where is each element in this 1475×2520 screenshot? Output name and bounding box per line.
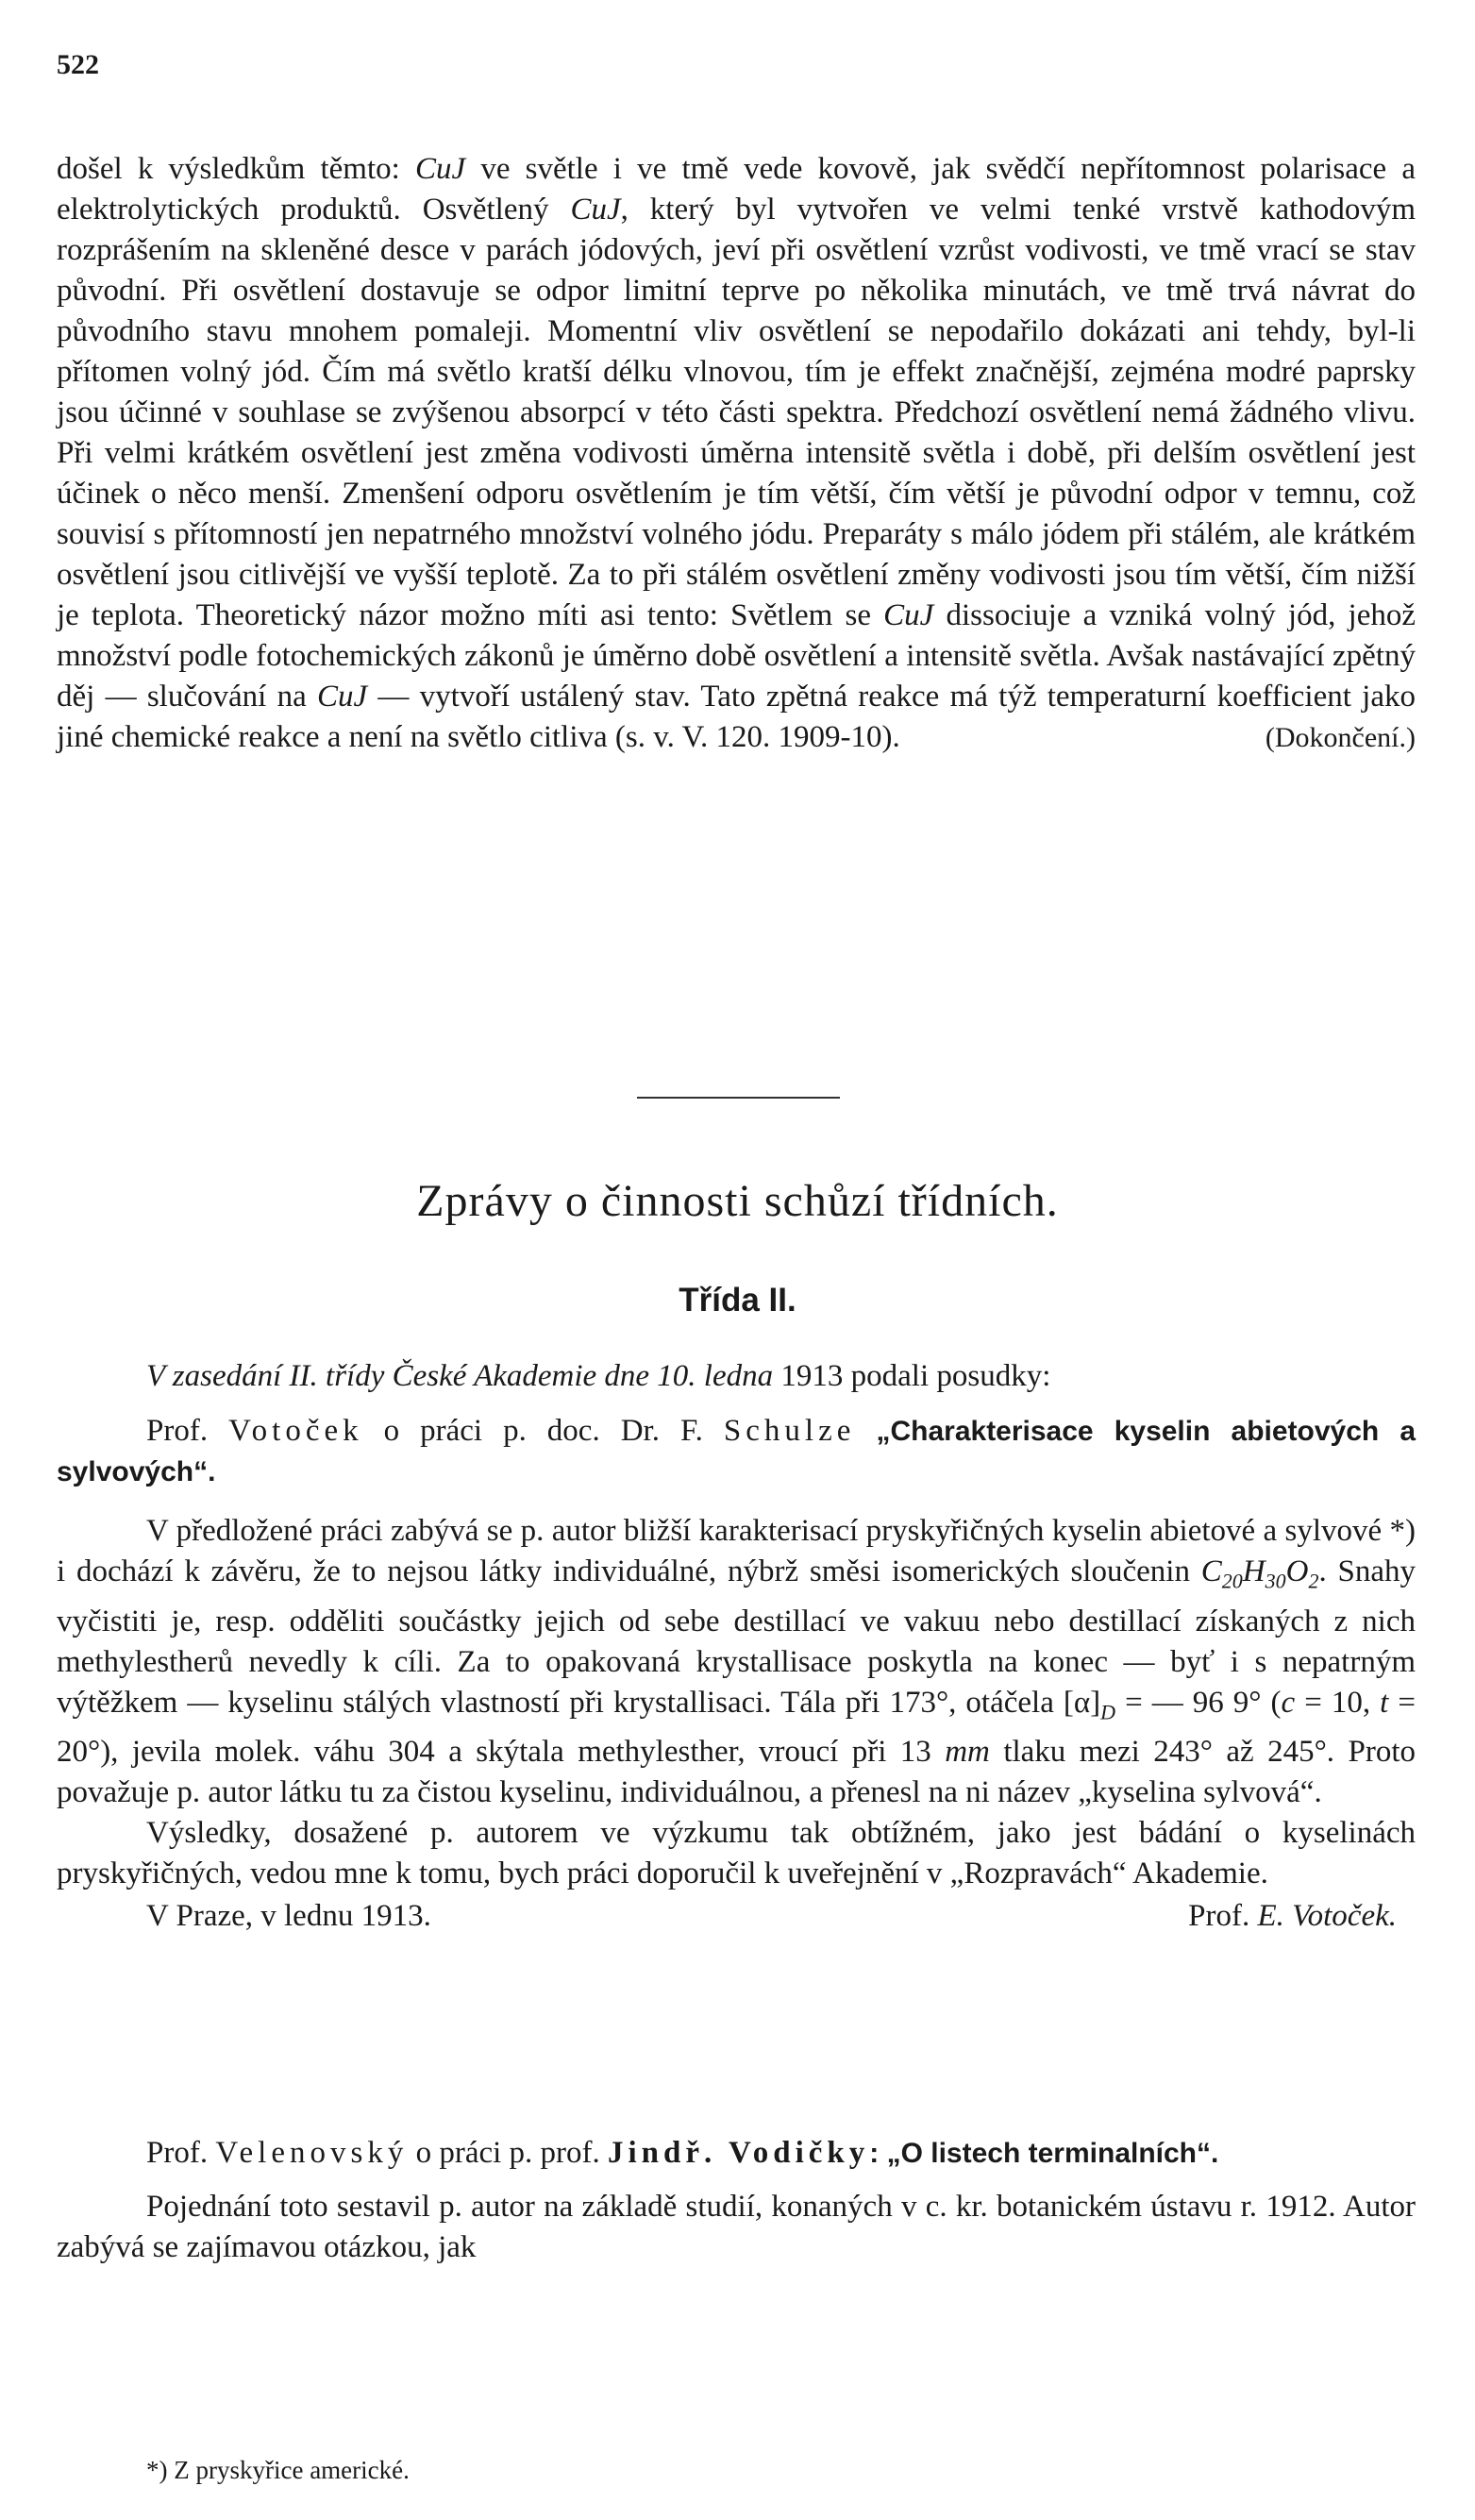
work-title: : „O listech terminalních“. [869, 2138, 1219, 2169]
author-name: Schulze [723, 1414, 856, 1448]
text-segment: ve světle i ve tmě vede kovově, jak svědčí nepřítomnost polarisace a elektrolytických produktů. Osvětlený [57, 152, 1416, 227]
formula [1200, 1554, 1319, 1593]
work-title: „Charakterisace kyselin abietových a sylvových“. [57, 1416, 1416, 1487]
reviewer-prefix: Prof. [146, 1414, 229, 1448]
review-1-heading [57, 1411, 1416, 1492]
formula-cuj: CuJ [570, 193, 621, 227]
session-rest: 1913 podali posudky: [773, 1359, 1051, 1393]
formula-c-sub: 20 [1221, 1569, 1243, 1593]
formula-c: C [1200, 1554, 1222, 1588]
formula-cuj: CuJ [414, 152, 466, 186]
text-segment: = 20°), jevila molek. váhu 304 a skýtala methylesther, vroucí při 13 [57, 1685, 1416, 1770]
top-paragraph-text [57, 149, 1416, 758]
var-c: c [1281, 1685, 1296, 1720]
formula-h-sub: 30 [1265, 1569, 1286, 1593]
formula-o-sub: 2 [1308, 1569, 1319, 1593]
text-segment: došel k výsledkům těmto: [57, 152, 415, 186]
signature-name: E. Votoček. [1257, 1899, 1397, 1934]
review-mid: o práci p. doc. Dr. F. [362, 1414, 724, 1448]
text-segment: . Snahy vyčistiti je, resp. odděliti součástky jejich od sebe destillací ve vakuu nebo destillací získaných z nich methylestherů nevedly k cíli. Za to opakovaná krystallisace poskytla na konec — byť i s nepatrným výtěžkem — kyselinu stálých vlastností při krystallisaci. Tála při 173°, otáčela [α] [57, 1554, 1416, 1720]
section-title: Zprávy o činnosti schůzí třídních. [416, 1176, 1059, 1226]
text-segment: = — 96 9° ( [1115, 1685, 1282, 1720]
review-2 [57, 2133, 1416, 2268]
review-mid: o práci p. prof. [408, 2136, 609, 2170]
formula-cuj: CuJ [883, 598, 934, 632]
continued-note: (Dokončení.) [1265, 722, 1416, 753]
page-number: 522 [57, 49, 99, 80]
session-line [57, 1356, 1416, 1397]
text-segment: — vytvoří ustálený stav. Tato zpětná reakce má týž temperaturní koefficient jako jiné chemické reakce a není na světlo citliva (s. v. V. 120. 1909-10). [57, 680, 1416, 754]
text-segment: = 10, [1295, 1685, 1381, 1720]
review-1 [57, 1411, 1416, 1937]
signature-row [57, 1896, 1416, 1937]
reviewer-prefix: Prof. [146, 2136, 216, 2170]
text-segment: tlaku mezi 243° až 245°. Proto považuje p. autor látku tu za čistou kyselinu, individuálnou, a přenesl na ni název „kyselina sylvová“. [57, 1735, 1416, 1810]
text-segment: , který byl vytvořen ve velmi tenké vrstvě kathodovým rozprášením na skleněné desce v parách jódových, jeví při osvětlení vzrůst vodivosti, ve tmě vrací se stav původní. Při osvětlení dostavuje se odpor limitní teprve po několika minutách, ve tmě trvá návrat do původního stavu mnohem pomaleji. Momentní vliv osvětlení se nepodařilo dokázati ani tehdy, byl-li přítomen volný jód. Čím má světlo kratší délku vlnovou, tím je effekt značnější, zejména modré paprsky jsou účinné v souhlase se zvýšenou absorpcí v této části spektra. Předchozí osvětlení nemá žádného vlivu. Při velmi krátkém osvětlení jest změna vodivosti úměrna intensitě světla i době, při delším osvětlení jest účinek o něco menší. Zmenšení odporu osvětlením je tím větší, čím větší je původní odpor v temnu, což souvisí s přítomností jen nepatrného množství volného jódu. Preparáty s málo jódem při stálém, ale krátkém osvětlení jsou citlivější ve vyšší teplotě. Za to při stálém osvětlení změny vodivosti jsou tím větší, čím nižší je teplota. Theoretický názor možno míti asi tento: Světlem se [57, 193, 1416, 632]
top-paragraph [57, 149, 1416, 758]
footnote: *) Z pryskyřice americké. [146, 2456, 410, 2484]
author-name: Jindř. Vodičky [608, 2136, 870, 2170]
var-t: t [1380, 1685, 1389, 1720]
review-2-body: Pojednání toto sestavil p. autor na základě studií, konaných v c. kr. botanickém ústavu r. 1912. Autor zabývá se zajímavou otázkou, jak [57, 2190, 1416, 2264]
alpha-sub: D [1100, 1700, 1116, 1724]
session-text [57, 1356, 1416, 1397]
unit-mm: mm [945, 1735, 990, 1770]
signature-prefix: Prof. [1188, 1899, 1258, 1934]
section-divider [637, 1097, 840, 1099]
text-segment: dissociuje a vzniká volný jód, jehož množství podle fotochemických zákonů je úměrno době osvětlení a intensitě světla. Avšak nastávající zpětný děj — slučování na [57, 598, 1416, 714]
reviewer-name: Votoček [228, 1414, 363, 1448]
signature [1188, 1896, 1416, 1937]
reviewer-name: Velenovský [215, 2136, 409, 2170]
place-date: V Praze, v lednu 1913. [146, 1899, 431, 1934]
review-1-body-2: Výsledky, dosažené p. autorem ve výzkumu tak obtížném, jako jest bádání o kyselinách pryskyřičných, vedou mne k tomu, bych práci doporučil k uveřejnění v „Rozpravách“ Akademie. [57, 1816, 1416, 1891]
formula-cuj: CuJ [316, 680, 368, 714]
text-segment: V předložené práci zabývá se p. autor bližší karakterisací pryskyřičných kyselin abietové a sylvové *) i dochází k závěru, že to nejsou látky individuálné, nýbrž směsi isomerických sloučenin [57, 1514, 1416, 1588]
formula-o: O [1285, 1554, 1309, 1588]
review-2-heading [57, 2133, 1416, 2174]
session-italic: V zasedání II. třídy České Akademie dne 10. ledna [146, 1359, 774, 1393]
class-title: Třída II. [679, 1282, 796, 1319]
formula-h: H [1242, 1554, 1265, 1588]
review-1-body [57, 1511, 1416, 1813]
